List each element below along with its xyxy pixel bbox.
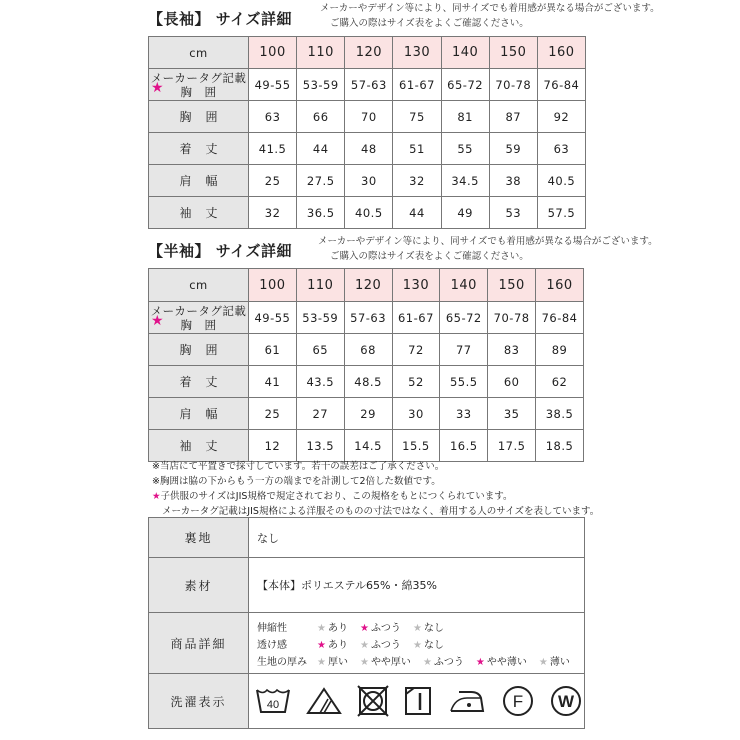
iron-icon (447, 686, 487, 716)
value-cell: 60 (488, 366, 536, 398)
star-icon: ★ (359, 639, 369, 651)
value-cell: 61-67 (392, 302, 440, 334)
detail-option: ★ ふつう (422, 656, 464, 668)
note-line: ※胸囲は脇の下からもう一方の端までを計測して2倍した数値です。 (152, 476, 441, 487)
value-cell: 52 (392, 366, 440, 398)
detail-label: 商品詳細 (149, 613, 249, 674)
short-note-1: メーカーやデザイン等により、同サイズでも着用感が異なる場合がございます。 (318, 236, 658, 247)
value-cell: 32 (249, 197, 297, 229)
size-cell: 160 (536, 269, 584, 302)
svg-text:F: F (512, 692, 524, 711)
value-cell: 15.5 (392, 430, 440, 462)
short-size-table (148, 268, 584, 462)
value-cell: 48.5 (344, 366, 392, 398)
star-icon: ★ (412, 622, 422, 634)
wet-clean-w-icon (549, 684, 583, 718)
size-cell: 150 (488, 269, 536, 302)
short-sleeve-title: 【半袖】 サイズ詳細 (148, 242, 293, 260)
short-note-2: ご購入の際はサイズ表をよくご確認ください。 (330, 251, 529, 262)
value-cell: 92 (537, 101, 585, 133)
row-label: 胸囲 (149, 101, 249, 133)
care-row (149, 674, 585, 729)
value-cell: 18.5 (536, 430, 584, 462)
value-cell: 70-78 (489, 69, 537, 101)
detail-row (149, 613, 585, 674)
value-cell: 87 (489, 101, 537, 133)
star-icon: ★ (475, 656, 485, 668)
table-row (149, 334, 584, 366)
table-row (149, 165, 586, 197)
detail-option: ★ あり (317, 622, 348, 634)
value-cell: 16.5 (440, 430, 488, 462)
note-line: ★子供服のサイズはJIS規格で規定されており、この規格をもとにつくられています。 (152, 491, 513, 502)
table-row (149, 197, 586, 229)
note-line: ※当店にて平置きで採寸しています。若干の誤差はご了承ください。 (152, 461, 445, 472)
unit-cell: cm (149, 269, 249, 302)
value-cell: 63 (537, 133, 585, 165)
value-cell: 57.5 (537, 197, 585, 229)
material-label: 素材 (149, 558, 249, 613)
detail-item (257, 635, 584, 652)
value-cell: 27.5 (297, 165, 345, 197)
value-cell: 65-72 (440, 302, 488, 334)
value-cell: 43.5 (296, 366, 344, 398)
value-cell: 35 (488, 398, 536, 430)
value-cell: 53-59 (296, 302, 344, 334)
note-line: メーカータグ記載はJIS規格による洋服そのものの寸法ではなく、着用する人のサイズを表しています。 (162, 506, 600, 517)
size-cell: 150 (489, 37, 537, 69)
value-cell: 51 (393, 133, 441, 165)
star-icon: ★ (538, 656, 548, 668)
value-cell: 30 (392, 398, 440, 430)
detail-option: ★ ふつう (359, 622, 401, 634)
table-row (149, 302, 584, 334)
lining-row (149, 518, 585, 558)
detail-option: ★ あり (317, 639, 348, 651)
size-cell: 120 (344, 269, 392, 302)
detail-option: ★ 薄い (538, 656, 570, 668)
value-cell: 57-63 (344, 302, 392, 334)
value-cell: 72 (392, 334, 440, 366)
value-cell: 55.5 (440, 366, 488, 398)
size-cell: 140 (441, 37, 489, 69)
svg-text:40: 40 (266, 699, 280, 711)
value-cell: 83 (488, 334, 536, 366)
value-cell: 68 (344, 334, 392, 366)
table-row (149, 69, 586, 101)
size-header-row (149, 37, 586, 69)
value-cell: 41 (249, 366, 297, 398)
value-cell: 41.5 (249, 133, 297, 165)
wash-40-icon (255, 686, 291, 716)
line-dry-icon (403, 685, 433, 717)
long-sleeve-title: 【長袖】 サイズ詳細 (148, 10, 293, 28)
value-cell: 17.5 (488, 430, 536, 462)
long-note-1: メーカーやデザイン等により、同サイズでも着用感が異なる場合がございます。 (320, 3, 660, 14)
value-cell: 53-59 (297, 69, 345, 101)
value-cell: 30 (345, 165, 393, 197)
table-row (149, 430, 584, 462)
value-cell: 75 (393, 101, 441, 133)
value-cell: 63 (249, 101, 297, 133)
value-cell: 32 (393, 165, 441, 197)
size-cell: 120 (345, 37, 393, 69)
measurement-notes (152, 459, 599, 519)
size-cell: 140 (440, 269, 488, 302)
detail-option: ★ 厚い (317, 656, 348, 668)
value-cell: 57-63 (345, 69, 393, 101)
size-cell: 160 (537, 37, 585, 69)
long-size-table (148, 36, 586, 229)
table-row (149, 133, 586, 165)
care-label: 洗濯表示 (149, 674, 249, 729)
star-icon: ★ (151, 313, 165, 329)
value-cell: 12 (249, 430, 297, 462)
product-info-table (148, 517, 585, 729)
row-label: 袖丈 (149, 197, 249, 229)
value-cell: 34.5 (441, 165, 489, 197)
value-cell: 25 (249, 165, 297, 197)
dry-clean-f-icon (501, 684, 535, 718)
size-cell: 100 (249, 269, 297, 302)
value-cell: 14.5 (344, 430, 392, 462)
value-cell: 66 (297, 101, 345, 133)
table-row (149, 366, 584, 398)
unit-cell: cm (149, 37, 249, 69)
value-cell: 59 (489, 133, 537, 165)
detail-option: ★ なし (412, 639, 444, 651)
star-icon: ★ (359, 656, 369, 668)
detail-option: ★ やや厚い (359, 656, 411, 668)
svg-text:W: W (557, 692, 575, 711)
star-icon: ★ (152, 491, 161, 502)
value-cell: 65-72 (441, 69, 489, 101)
row-label: 着丈 (149, 133, 249, 165)
material-value: 【本体】ポリエステル65%・綿35% (249, 558, 585, 613)
value-cell: 48 (345, 133, 393, 165)
value-cell: 55 (441, 133, 489, 165)
size-header-row (149, 269, 584, 302)
star-icon: ★ (422, 656, 432, 668)
detail-item (257, 618, 584, 635)
star-icon: ★ (151, 80, 165, 96)
star-icon: ★ (412, 639, 422, 651)
table-row (149, 101, 586, 133)
value-cell: 61-67 (393, 69, 441, 101)
lining-label: 裏地 (149, 518, 249, 558)
value-cell: 62 (536, 366, 584, 398)
row-label: 胸囲 (149, 334, 249, 366)
value-cell: 70-78 (488, 302, 536, 334)
no-tumble-dry-icon (357, 685, 389, 717)
value-cell: 49 (441, 197, 489, 229)
bleach-icon (305, 686, 343, 716)
detail-values (249, 613, 585, 674)
maker-tag-label: ★ メーカータグ記載 胸 囲 (149, 302, 249, 334)
long-note-2: ご購入の際はサイズ表をよくご確認ください。 (330, 18, 529, 29)
detail-option: ★ ふつう (359, 639, 401, 651)
row-label: 着丈 (149, 366, 249, 398)
size-cell: 130 (393, 37, 441, 69)
value-cell: 25 (249, 398, 297, 430)
value-cell: 38.5 (536, 398, 584, 430)
detail-option: ★ やや薄い (475, 656, 527, 668)
detail-item (257, 652, 584, 669)
detail-item-label: 生地の厚み (257, 656, 307, 668)
value-cell: 53 (489, 197, 537, 229)
size-cell: 110 (297, 37, 345, 69)
care-symbols (249, 674, 585, 729)
size-cell: 100 (249, 37, 297, 69)
value-cell: 33 (440, 398, 488, 430)
value-cell: 29 (344, 398, 392, 430)
value-cell: 76-84 (537, 69, 585, 101)
table-row (149, 398, 584, 430)
lining-value: なし (249, 518, 585, 558)
material-row (149, 558, 585, 613)
row-label: 肩幅 (149, 398, 249, 430)
value-cell: 13.5 (296, 430, 344, 462)
size-cell: 110 (296, 269, 344, 302)
value-cell: 40.5 (537, 165, 585, 197)
detail-item-label: 伸縮性 (257, 622, 287, 634)
value-cell: 36.5 (297, 197, 345, 229)
size-cell: 130 (392, 269, 440, 302)
value-cell: 49-55 (249, 302, 297, 334)
value-cell: 27 (296, 398, 344, 430)
value-cell: 70 (345, 101, 393, 133)
star-icon: ★ (317, 656, 326, 668)
maker-tag-label: ★ メーカータグ記載 胸 囲 (149, 69, 249, 101)
detail-option: ★ なし (412, 622, 444, 634)
value-cell: 89 (536, 334, 584, 366)
value-cell: 76-84 (536, 302, 584, 334)
star-icon: ★ (317, 622, 326, 634)
value-cell: 65 (296, 334, 344, 366)
value-cell: 49-55 (249, 69, 297, 101)
detail-item-label: 透け感 (257, 639, 287, 651)
row-label: 袖丈 (149, 430, 249, 462)
value-cell: 38 (489, 165, 537, 197)
row-label: 肩幅 (149, 165, 249, 197)
star-icon: ★ (359, 622, 369, 634)
value-cell: 77 (440, 334, 488, 366)
value-cell: 40.5 (345, 197, 393, 229)
value-cell: 44 (297, 133, 345, 165)
value-cell: 44 (393, 197, 441, 229)
star-icon: ★ (317, 639, 326, 651)
value-cell: 81 (441, 101, 489, 133)
value-cell: 61 (249, 334, 297, 366)
